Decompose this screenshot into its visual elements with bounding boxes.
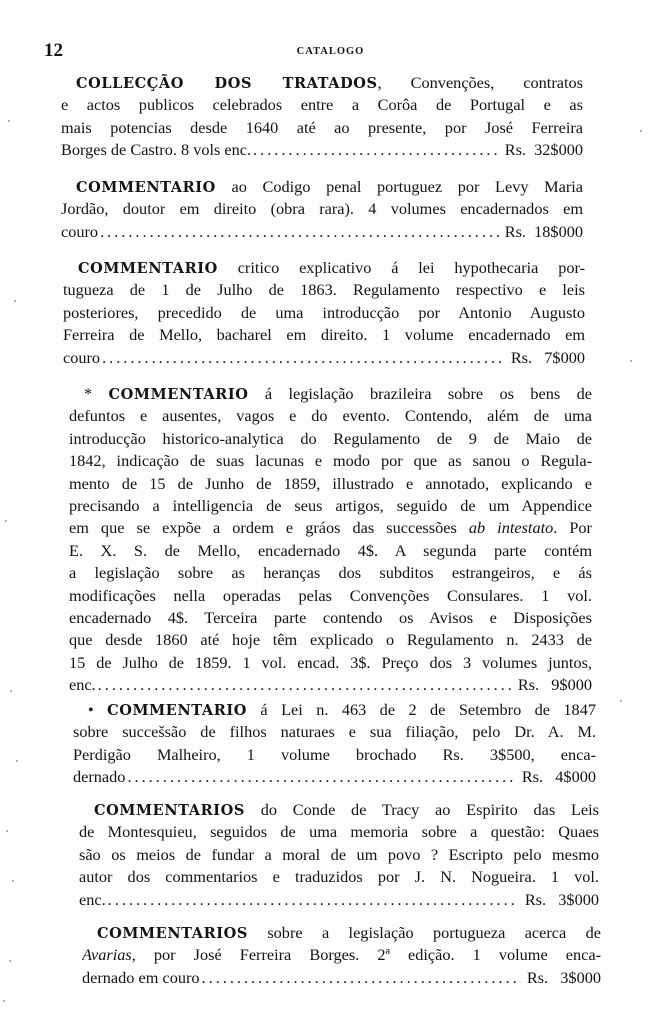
price-line-text: Borges de Castro. 8 vols enc. [61,140,252,160]
text-line [61,198,583,220]
body-text: * [84,384,109,403]
dot-leader [253,139,499,161]
dot-leader [108,889,519,911]
body-text: , por José Ferreira Borges. 2ª edição. 1 volume enca- [131,945,601,965]
text-line [69,428,592,450]
scan-speck [10,690,12,692]
scan-speck [640,130,642,132]
text-line [79,866,599,888]
page-number: 12 [44,40,63,61]
price: Rs. 7$000 [510,347,585,367]
price-line [63,347,585,369]
price-line-text: dernado [73,767,126,787]
text-line [69,450,592,472]
scan-speck [620,700,622,702]
body-text: á legislação brazileira sobre os bens de [248,384,592,403]
body-text: que desde 1860 até hoje têm explicado o Regulamento n. 2433 de [69,630,592,650]
text-line [69,383,592,405]
price-line-text: enc. [79,889,106,909]
text-line [79,821,599,843]
text-line [61,72,583,94]
body-text: sobre a legislação portugueza acerca de [247,923,601,942]
price-line [79,889,599,911]
body-text: introducção historico-analytica do Regulamento de 9 de Maio de [69,428,592,448]
body-text: encadernado 4$. Terceira parte contendo os Avisos e Disposições [69,607,592,627]
entry-heading: COLLECÇÃO DOS TRATADOS [76,75,378,92]
dot-leader [100,221,499,243]
dot-leader [98,674,512,696]
text-line [73,699,596,721]
catalog-entry [69,383,592,696]
body-text: e actos publicos celebrados entre a Corôa de Portugal e as [61,95,583,115]
price-line [61,139,583,161]
entry-heading: COMMENTARIO [107,702,248,719]
text-line [69,473,592,495]
body-text: critico explicativo á lei hypothecaria por- [217,258,585,277]
body-text: 1842, indicação de suas lacunas e modo por que as sanou o Regula- [69,451,592,471]
text-line [73,721,596,743]
text-line [61,117,583,139]
scan-speck [16,760,18,762]
text-line [61,94,583,116]
body-text: E. X. S. de Mello, encadernado 4$. A segunda parte contém [69,540,592,560]
text-line [69,540,592,562]
text-line [63,257,585,279]
catalog-entry [73,699,596,789]
catalog-entry [61,72,583,162]
price-line-text: couro [63,347,101,367]
price: Rs. 18$000 [504,221,583,241]
scan-speck [3,1000,5,1002]
text-line [61,176,583,198]
body-text: do Conde de Tracy ao Espirito das Leis [244,800,599,819]
body-text: 15 de Julho de 1859. 1 vol. encad. 3$. Preço dos 3 volumes juntos, [69,652,592,672]
body-text: precisando a intelligencia de seus artigos, seguido de um Appendice [69,495,592,515]
body-text: posteriores, precedido de uma introducção por Antonio Augusto [63,302,585,322]
body-text: • [88,700,108,719]
body-text: á Lei n. 463 de 2 de Setembro de 1847 [247,700,596,719]
price-line [69,674,592,696]
price: Rs. 9$000 [517,675,592,695]
entry-heading: COMMENTARIO [108,386,249,403]
text-line [63,302,585,324]
price-line [61,221,583,243]
body-text: , Convenções, contratos [377,73,583,92]
body-text: . Por [553,518,592,538]
body-text: autor dos commentarios e traduzidos por J. N. Nogueira. 1 vol. [79,867,599,887]
catalog-entry [61,176,583,243]
body-text: Jordão, doutor em direito (obra rara). 4 volumes encadernados em [61,199,583,219]
text-line [69,405,592,427]
body-text: Perdigão Malheiro, 1 volume brochado Rs. 3$500, enca- [73,744,596,764]
price: Rs. 3$000 [526,967,601,987]
dot-leader [202,967,521,989]
text-line [79,799,599,821]
dot-leader [102,347,505,369]
italic-text: ab intestato [468,518,554,538]
text-line [63,279,585,301]
price-line [73,766,596,788]
price-line-text: couro [61,221,99,241]
text-line [82,944,601,966]
catalog-entry [82,922,601,989]
text-line [82,922,601,944]
body-text: mento de 15 de Junho de 1859, illustrado e annotado, explicando e [69,473,592,493]
body-text: de Montesquieu, seguidos de uma memoria sobre a questão: Quaes [79,822,599,842]
catalog-entry [63,257,585,369]
entry-heading: COMMENTARIOS [94,802,245,819]
scan-speck [9,960,11,962]
price-line-text: dernado em couro [82,967,200,987]
scan-speck [6,830,8,832]
price-line [82,967,601,989]
body-text: em que se expõe a ordem e gráos das successões [69,518,469,538]
body-text: a legislação sobre as heranças dos subditos estrangeiros, e ás [69,563,592,583]
body-text: são os meios de fundar a moral de um povo ? Escripto pelo mesmo [79,844,599,864]
text-line [69,629,592,651]
body-text: defuntos e ausentes, vagos e do evento. Contendo, além de uma [69,406,592,426]
price-line-text: enc. [69,675,96,695]
entry-heading: COMMENTARIO [78,260,218,277]
text-line [63,324,585,346]
scan-speck [5,520,7,522]
text-line [69,495,592,517]
text-line [69,607,592,629]
price: Rs. 3$000 [524,889,599,909]
running-head: CATALOGO [296,46,365,57]
entry-heading: COMMENTARIOS [97,925,248,942]
text-line [79,844,599,866]
body-text: sobre succešsão de filhos naturaes e sua filiação, pelo Dr. A. M. [73,722,596,742]
catalog-entry [79,799,599,911]
text-line [73,744,596,766]
entry-heading: COMMENTARIO [76,179,216,196]
italic-text: Avarias [82,945,132,965]
price: Rs. 32$000 [504,140,583,160]
body-text: tugueza de 1 de Julho de 1863. Regulamento respectivo e leis [63,280,585,300]
scan-speck [8,120,10,122]
scan-speck [14,300,16,302]
body-text: modificações nella operadas pelas Convenções Consulares. 1 vol. [69,585,592,605]
scan-speck [12,880,14,882]
text-line [69,652,592,674]
text-line [69,562,592,584]
text-line [69,517,592,539]
text-line [69,585,592,607]
body-text: Ferreira de Mello, bacharel em direito. 1 volume encadernado em [63,325,585,345]
body-text: ao Codigo penal portuguez por Levy Maria [215,177,583,196]
price: Rs. 4$000 [521,767,596,787]
scan-speck [630,360,632,362]
dot-leader [127,766,515,788]
body-text: mais potencias desde 1640 até ao presente, por José Ferreira [61,117,583,137]
